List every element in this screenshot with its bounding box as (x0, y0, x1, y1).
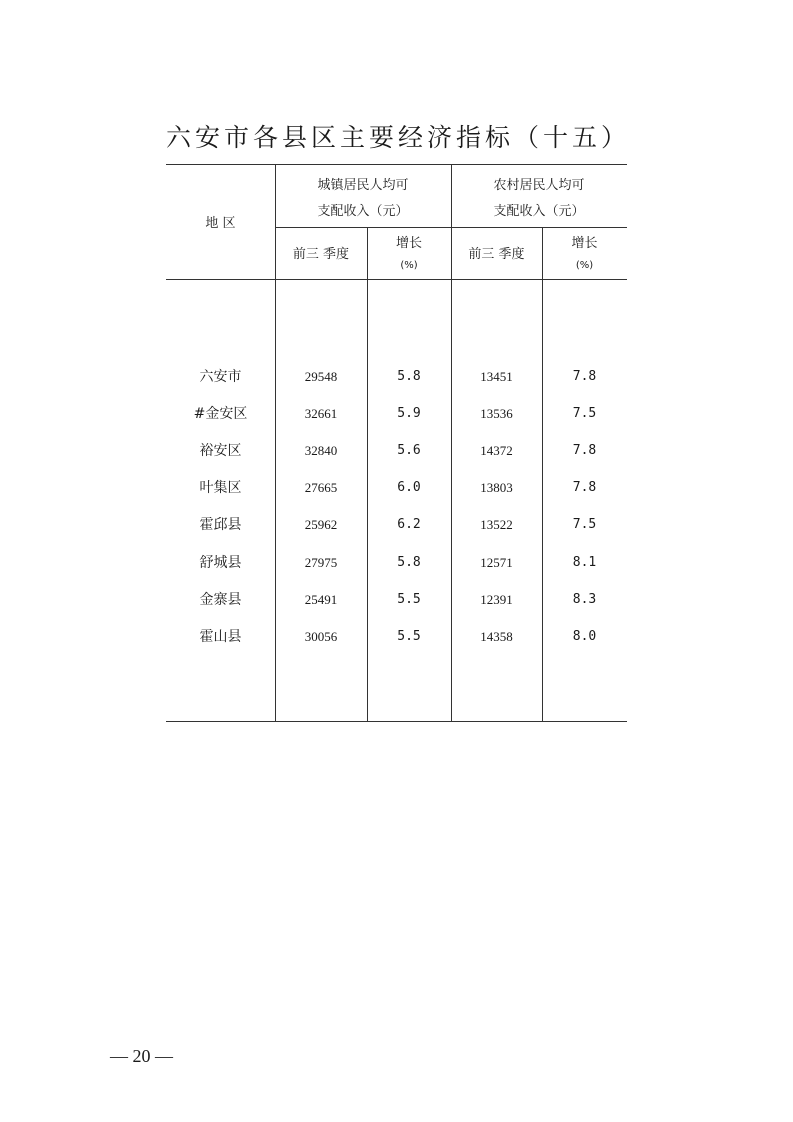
row-rural-growth: 7.5 (572, 517, 597, 532)
row-urban-income: 27975 (304, 555, 338, 570)
row-urban-income: 32840 (304, 443, 338, 458)
header-rural-line1: 农村居民人均可 (493, 178, 585, 193)
row-region: #金安区 (193, 406, 248, 422)
header-sub-rule-urban (275, 227, 451, 228)
row-rural-growth: 7.5 (572, 406, 597, 421)
header-urban-line1: 城镇居民人均可 (317, 178, 409, 193)
row-region: 舒城县 (199, 555, 242, 571)
table-top-rule (166, 164, 627, 165)
header-region: 地 区 (205, 216, 236, 231)
row-rural-growth: 8.1 (572, 555, 597, 570)
row-urban-growth: 5.5 (397, 629, 421, 644)
header-rural-pct: (%) (575, 260, 594, 271)
row-urban-growth: 5.5 (397, 592, 421, 607)
row-rural-growth: 7.8 (572, 369, 597, 384)
row-rural-growth: 7.8 (572, 480, 597, 495)
row-region: 叶集区 (199, 480, 242, 496)
row-urban-income: 32661 (304, 406, 338, 421)
row-urban-growth: 5.9 (397, 406, 421, 421)
row-rural-income: 13451 (480, 369, 513, 384)
row-rural-income: 12391 (480, 592, 513, 607)
row-rural-income: 13522 (480, 517, 513, 532)
row-rural-growth: 8.3 (572, 592, 597, 607)
row-rural-income: 13536 (480, 406, 513, 421)
row-region: 霍山县 (199, 629, 242, 645)
row-region: 六安市 (199, 369, 242, 385)
table-bottom-rule (166, 721, 627, 722)
header-bottom-rule (166, 279, 627, 280)
page-number: — 20 — (110, 1046, 173, 1066)
header-rural-line2: 支配收入（元） (493, 204, 585, 219)
row-region: 霍邱县 (199, 517, 242, 533)
row-rural-income: 14372 (480, 443, 513, 458)
row-urban-growth: 6.2 (397, 517, 421, 532)
row-rural-income: 12571 (480, 555, 513, 570)
row-urban-income: 25962 (304, 517, 338, 532)
row-urban-growth: 5.8 (397, 555, 421, 570)
header-urban-pct: (%) (400, 260, 418, 271)
row-urban-growth: 6.0 (397, 480, 421, 495)
row-urban-growth: 5.6 (397, 443, 421, 458)
row-rural-growth: 7.8 (572, 443, 597, 458)
row-region: 裕安区 (199, 443, 242, 459)
row-urban-growth: 5.8 (397, 369, 421, 384)
header-urban-line2: 支配收入（元） (317, 204, 409, 219)
col-divider-rural-growth (542, 227, 543, 722)
header-urban-q3: 前三 季度 (292, 247, 350, 262)
header-rural-growth: 增长 (571, 236, 598, 251)
row-rural-income: 13803 (480, 480, 513, 495)
page-title: 六安市各县区主要经济指标（十五） (166, 123, 631, 152)
header-urban-growth: 增长 (395, 236, 422, 251)
header-rural-q3: 前三 季度 (468, 247, 525, 262)
row-urban-income: 29548 (304, 369, 338, 384)
row-urban-income: 25491 (304, 592, 338, 607)
row-region: 金寨县 (199, 592, 242, 608)
row-urban-income: 30056 (304, 629, 338, 644)
col-divider-urban-growth (367, 227, 368, 722)
row-rural-income: 14358 (480, 629, 513, 644)
row-urban-income: 27665 (304, 480, 338, 495)
row-rural-growth: 8.0 (572, 629, 597, 644)
header-sub-rule-rural (451, 227, 627, 228)
